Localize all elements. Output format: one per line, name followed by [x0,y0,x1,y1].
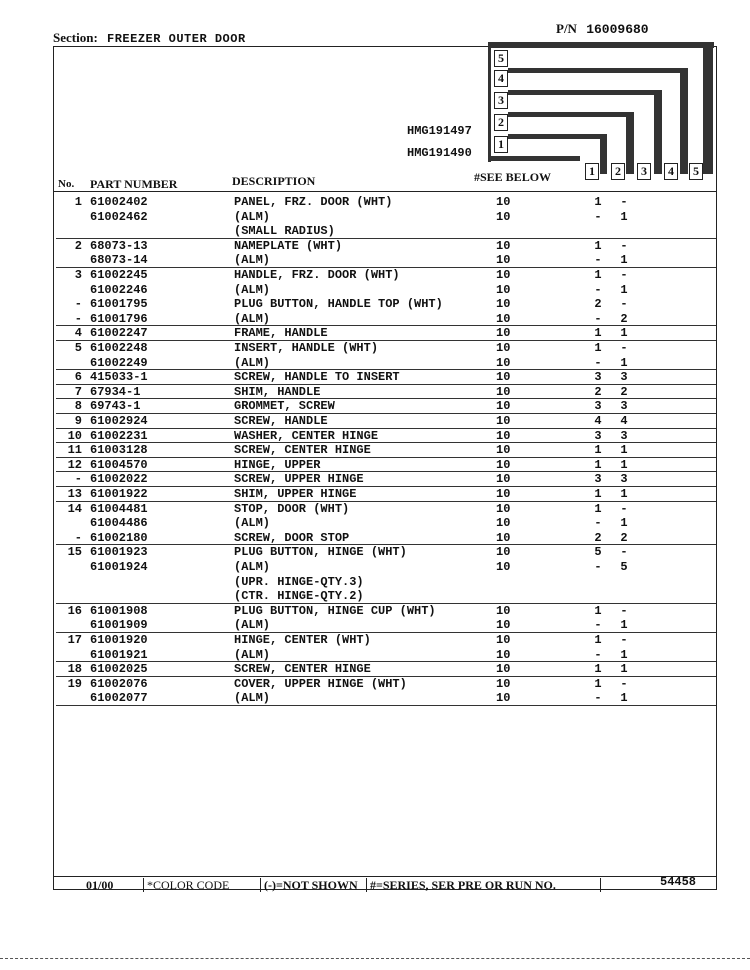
series-bar-2h [508,112,632,117]
item-number: 7 [74,384,82,399]
description: PLUG BUTTON, HANDLE TOP (WHT) [234,297,443,312]
table-row [0,691,750,705]
description: (ALM) [234,618,271,633]
description: HINGE, CENTER (WHT) [234,633,371,647]
qty-col-1: 1 [594,603,602,618]
qty-col-2: 3 [620,428,628,443]
table-row [0,618,750,632]
description: (ALM) [234,311,271,326]
qty-col-2: 2 [620,384,628,399]
item-number: 1 [74,195,82,209]
pn-label: P/N [556,21,577,36]
table-row [0,385,750,399]
item-number: - [74,297,82,312]
series: 10 [496,268,511,282]
series-box-3: 3 [494,92,508,109]
qty-col-2: - [620,268,628,282]
pn-value: 16009680 [586,22,649,37]
description: (ALM) [234,253,271,268]
part-number: 61004486 [90,516,148,531]
item-number: 16 [67,603,82,618]
table-row [0,545,750,559]
description: (ALM) [234,691,271,706]
table-row [0,662,750,676]
qty-col-2: - [620,633,628,647]
qty-col-1: - [594,647,602,662]
qty-col-1: 3 [594,472,602,487]
series: 10 [496,443,511,458]
description: (ALM) [234,516,271,531]
series: 10 [496,662,511,677]
qty-col-2: - [620,603,628,618]
series: 10 [496,297,511,312]
part-number: 61002247 [90,326,148,341]
series-tab-5: 5 [689,163,703,180]
series: 10 [496,516,511,531]
series-tab-3: 3 [637,163,651,180]
qty-col-2: 1 [620,662,628,677]
part-number: 61002025 [90,662,148,677]
description: HANDLE, FRZ. DOOR (WHT) [234,268,400,282]
item-number: 14 [67,501,82,516]
series: 10 [496,384,511,399]
table-row [0,326,750,340]
series: 10 [496,209,511,224]
series: 10 [496,647,511,662]
series: 10 [496,457,511,472]
qty-col-1: - [594,282,602,297]
part-number-header [556,21,649,37]
qty-col-1: 1 [594,676,602,691]
series-box-1: 1 [494,136,508,153]
qty-col-1: - [594,355,602,370]
description: (ALM) [234,647,271,662]
footer-divider-2 [260,878,261,892]
qty-col-1: 1 [594,268,602,282]
section-label: Section: [53,30,98,45]
row-divider [56,705,716,706]
table-row [0,487,750,501]
item-number: 4 [74,326,82,341]
section-header [53,30,246,46]
part-number: 61002249 [90,355,148,370]
item-number: 10 [67,428,82,443]
item-number: 2 [74,238,82,253]
part-number: 61001923 [90,545,148,560]
footer-divider [53,876,717,877]
qty-col-1: - [594,209,602,224]
table-row [0,531,750,545]
item-number: 8 [74,399,82,414]
part-number: 61002924 [90,414,148,428]
table-row [0,575,750,589]
table-row [0,604,750,618]
qty-col-2: 5 [620,560,628,574]
series-bar-1h [508,134,604,139]
scan-edge-line [0,958,750,959]
col-description: DESCRIPTION [232,174,316,188]
qty-col-1: 1 [594,501,602,516]
series: 10 [496,253,511,268]
qty-col-1: 2 [594,530,602,545]
qty-col-1: 1 [594,238,602,253]
qty-col-1: - [594,691,602,706]
footer-color-code: *COLOR CODE [147,878,230,892]
part-number: 61002245 [90,268,148,282]
col-part-number: PART NUMBER [90,177,178,191]
part-number: 69743-1 [90,399,141,414]
series: 10 [496,633,511,647]
description: (ALM) [234,282,271,297]
item-number: 5 [74,341,82,355]
description: SCREW, HANDLE [234,414,328,428]
description: (ALM) [234,355,271,370]
qty-col-2: - [620,501,628,516]
table-row [0,195,750,209]
series-bar-4 [680,68,688,174]
footer-not-shown: (-)=NOT SHOWN [264,878,358,892]
part-number: 61001922 [90,487,148,501]
part-number: 67934-1 [90,384,141,399]
part-number: 61002246 [90,282,148,297]
description: STOP, DOOR (WHT) [234,501,350,516]
series: 10 [496,238,511,253]
part-number: 61001909 [90,618,148,633]
model-number-1: HMG191497 [407,124,472,138]
qty-col-1: 1 [594,443,602,458]
footer-page-code: 54458 [660,875,697,889]
series-bar-3h [508,90,660,95]
item-number: - [74,311,82,326]
part-number: 61002076 [90,676,148,691]
qty-col-2: - [620,297,628,312]
qty-col-2: 1 [620,516,628,531]
part-number: 61002077 [90,691,148,706]
series: 10 [496,603,511,618]
description: (ALM) [234,209,271,224]
part-number: 61002180 [90,530,148,545]
footer-divider-4 [600,878,601,892]
description: PANEL, FRZ. DOOR (WHT) [234,195,393,209]
qty-col-2: 4 [620,414,628,428]
series: 10 [496,195,511,209]
table-row [0,677,750,691]
qty-col-2: - [620,676,628,691]
qty-col-1: 1 [594,341,602,355]
series: 10 [496,560,511,574]
part-number: 61002248 [90,341,148,355]
description: NAMEPLATE (WHT) [234,238,343,253]
qty-col-2: 2 [620,311,628,326]
model-number-2: HMG191490 [407,146,472,160]
item-number: - [74,530,82,545]
table-row [0,399,750,413]
qty-col-2: - [620,545,628,560]
qty-col-1: 1 [594,195,602,209]
table-row [0,414,750,428]
series: 10 [496,487,511,501]
item-number: 6 [74,370,82,385]
item-number: 15 [67,545,82,560]
table-row [0,268,750,282]
series: 10 [496,501,511,516]
description: COVER, UPPER HINGE (WHT) [234,676,407,691]
header-divider [53,191,717,192]
description: SCREW, UPPER HINGE [234,472,364,487]
description: HINGE, UPPER [234,457,321,472]
table-row [0,589,750,603]
description: FRAME, HANDLE [234,326,328,341]
description: GROMMET, SCREW [234,399,335,414]
table-row [0,458,750,472]
description: WASHER, CENTER HINGE [234,428,379,443]
description: INSERT, HANDLE (WHT) [234,341,379,355]
qty-col-2: 1 [620,647,628,662]
qty-col-1: 1 [594,633,602,647]
qty-col-1: 1 [594,457,602,472]
table-row [0,648,750,662]
part-number: 61002462 [90,209,148,224]
series-bar-top [490,42,714,48]
item-number: 18 [67,662,82,677]
qty-col-2: 3 [620,370,628,385]
qty-col-2: 1 [620,282,628,297]
series-bar-2 [626,112,634,174]
item-number: 19 [67,676,82,691]
part-number: 61001795 [90,297,148,312]
series-bar-3 [654,90,662,174]
table-row [0,472,750,486]
description: SCREW, CENTER HINGE [234,443,371,458]
series-tab-1: 1 [585,163,599,180]
table-row [0,633,750,647]
qty-col-1: 5 [594,545,602,560]
series-bar-5 [703,42,713,174]
item-number: 9 [74,414,82,428]
qty-col-1: 3 [594,399,602,414]
table-row [0,341,750,355]
part-number: 415033-1 [90,370,148,385]
part-number: 61002022 [90,472,148,487]
part-number: 61001920 [90,633,148,647]
qty-col-2: 1 [620,355,628,370]
series: 10 [496,472,511,487]
description: (SMALL RADIUS) [234,224,335,239]
qty-col-2: 1 [620,253,628,268]
qty-col-2: 1 [620,457,628,472]
qty-col-1: - [594,253,602,268]
qty-col-2: 1 [620,326,628,341]
series: 10 [496,676,511,691]
qty-col-1: 3 [594,370,602,385]
qty-col-2: 3 [620,472,628,487]
series-bar-left [488,42,491,162]
series: 10 [496,691,511,706]
series: 10 [496,355,511,370]
series-tab-2: 2 [611,163,625,180]
series: 10 [496,311,511,326]
part-number: 68073-13 [90,238,148,253]
section-value: FREEZER OUTER DOOR [107,32,246,46]
table-row [0,224,750,238]
qty-col-2: 1 [620,691,628,706]
series: 10 [496,428,511,443]
table-row [0,370,750,384]
qty-col-1: 4 [594,414,602,428]
series: 10 [496,530,511,545]
item-number: - [74,472,82,487]
table-row [0,312,750,326]
qty-col-1: - [594,516,602,531]
qty-col-2: 3 [620,399,628,414]
description: (CTR. HINGE-QTY.2) [234,589,364,604]
qty-col-2: 1 [620,618,628,633]
qty-col-2: 1 [620,487,628,501]
table-row [0,210,750,224]
qty-col-1: 1 [594,662,602,677]
description: SCREW, HANDLE TO INSERT [234,370,400,385]
series: 10 [496,545,511,560]
table-row [0,502,750,516]
qty-col-1: - [594,560,602,574]
table-row [0,429,750,443]
qty-col-1: 2 [594,297,602,312]
series-box-4: 4 [494,70,508,87]
qty-col-1: 2 [594,384,602,399]
qty-col-2: - [620,195,628,209]
series-bar-1 [600,134,607,174]
qty-col-2: - [620,238,628,253]
part-number: 61001908 [90,603,148,618]
item-number: 12 [67,457,82,472]
series-bar-bottom [490,156,580,161]
description: PLUG BUTTON, HINGE CUP (WHT) [234,603,436,618]
description: SHIM, HANDLE [234,384,321,399]
description: SCREW, DOOR STOP [234,530,350,545]
part-number: 68073-14 [90,253,148,268]
footer-divider-1 [143,878,144,892]
description: PLUG BUTTON, HINGE (WHT) [234,545,407,560]
part-number: 61002402 [90,195,148,209]
footer-divider-3 [366,878,367,892]
qty-col-2: 2 [620,530,628,545]
table-row [0,239,750,253]
series-box-5: 5 [494,50,508,67]
part-number: 61001796 [90,311,148,326]
col-no: No. [58,178,75,190]
part-number: 61003128 [90,443,148,458]
series: 10 [496,370,511,385]
description: SHIM, UPPER HINGE [234,487,357,501]
series: 10 [496,399,511,414]
qty-col-1: - [594,618,602,633]
qty-col-1: 3 [594,428,602,443]
part-number: 61002231 [90,428,148,443]
footer-series-note: #=SERIES, SER PRE OR RUN NO. [370,878,556,892]
qty-col-1: - [594,311,602,326]
qty-col-2: 1 [620,443,628,458]
qty-col-2: 1 [620,209,628,224]
table-row [0,253,750,267]
table-row [0,297,750,311]
series: 10 [496,326,511,341]
series-tab-4: 4 [664,163,678,180]
item-number: 17 [67,633,82,647]
part-number: 61001924 [90,560,148,574]
table-row [0,356,750,370]
table-row [0,560,750,574]
part-number: 61004570 [90,457,148,472]
description: (UPR. HINGE-QTY.3) [234,574,364,589]
item-number: 13 [67,487,82,501]
qty-col-2: - [620,341,628,355]
description: SCREW, CENTER HINGE [234,662,371,677]
footer-date: 01/00 [86,878,114,892]
series: 10 [496,282,511,297]
series: 10 [496,341,511,355]
table-row [0,443,750,457]
description: (ALM) [234,560,271,574]
series: 10 [496,618,511,633]
series-bar-4h [508,68,686,73]
part-number: 61004481 [90,501,148,516]
series: 10 [496,414,511,428]
table-row [0,516,750,530]
table-row [0,283,750,297]
item-number: 3 [74,268,82,282]
part-number: 61001921 [90,647,148,662]
series-box-2: 2 [494,114,508,131]
qty-col-1: 1 [594,487,602,501]
qty-col-1: 1 [594,326,602,341]
col-see-below: #SEE BELOW [474,170,552,184]
item-number: 11 [67,443,82,458]
